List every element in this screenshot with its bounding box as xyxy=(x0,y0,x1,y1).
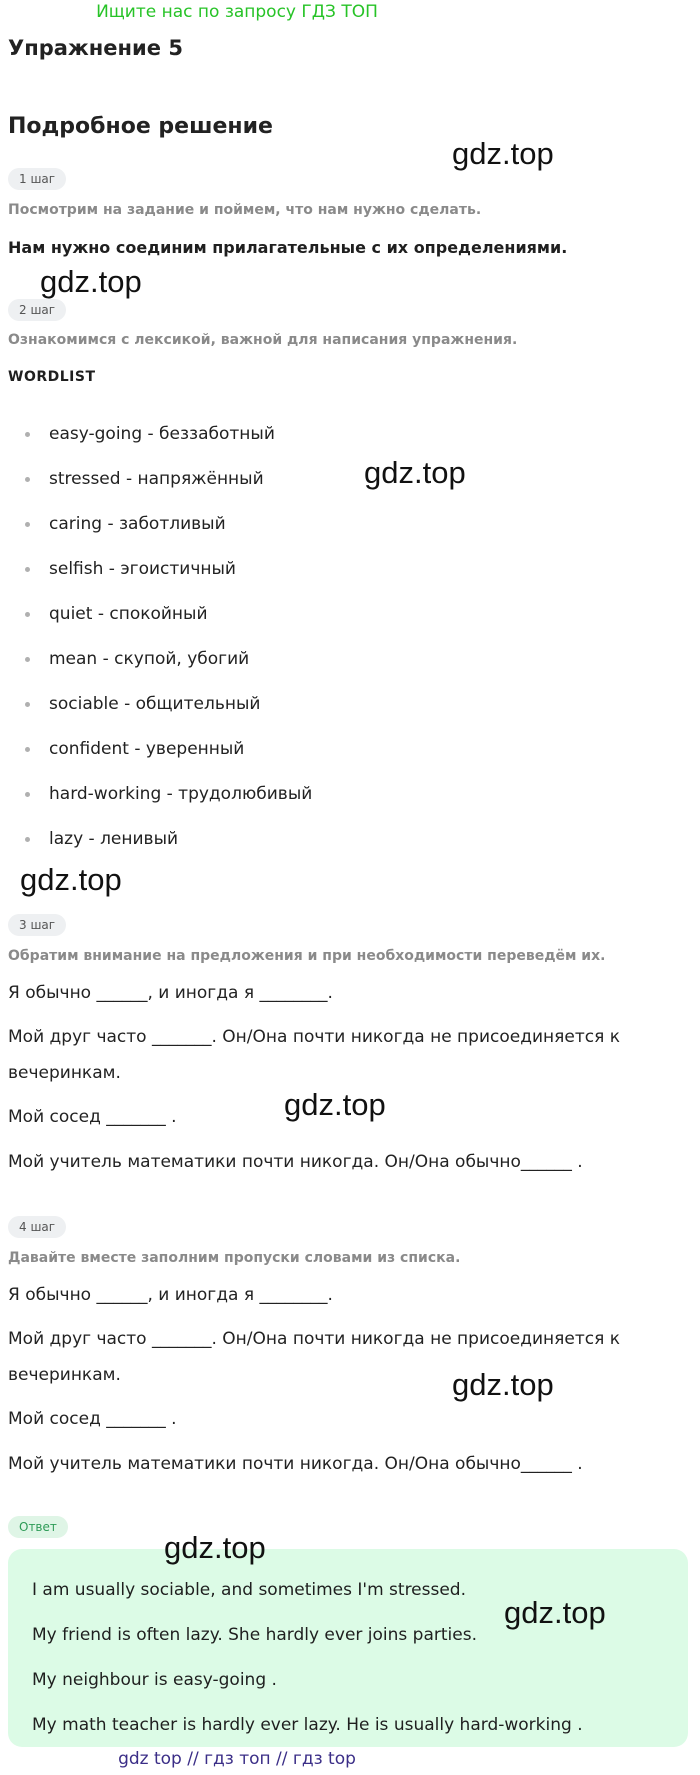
answer-line: My friend is often lazy. She hardly ever joins parties. xyxy=(32,1625,477,1645)
bullet-icon xyxy=(25,792,30,797)
step-4-badge: 4 шаг xyxy=(8,1216,66,1238)
bullet-icon xyxy=(25,747,30,752)
bullet-icon xyxy=(25,612,30,617)
bullet-icon xyxy=(25,432,30,437)
step-1-text: Нам нужно соединим прилагательные с их определениями. xyxy=(8,238,568,257)
exercise-title: Упражнение 5 xyxy=(8,36,183,60)
bullet-icon xyxy=(25,702,30,707)
list-item: selfish - эгоистичный xyxy=(22,554,312,599)
step-4-line: Мой друг часто _______. Он/Она почти никогда не присоединяется к xyxy=(8,1329,620,1349)
list-item: stressed - напряжённый xyxy=(22,464,312,509)
step-3-line: Мой учитель математики почти никогда. Он/Она обычно______ . xyxy=(8,1152,583,1172)
step-2-badge: 2 шаг xyxy=(8,299,66,321)
watermark: gdz.top xyxy=(164,1530,266,1565)
answer-line: My neighbour is easy-going . xyxy=(32,1670,277,1690)
list-item: confident - уверенный xyxy=(22,734,312,779)
list-item: sociable - общительный xyxy=(22,689,312,734)
step-3-hint: Обратим внимание на предложения и при необходимости переведём их. xyxy=(8,948,606,964)
answer-line: I am usually sociable, and sometimes I'm stressed. xyxy=(32,1580,467,1600)
step-3-line: Мой друг часто _______. Он/Она почти никогда не присоединяется к xyxy=(8,1027,620,1047)
watermark: gdz.top xyxy=(364,455,466,490)
bullet-icon xyxy=(25,522,30,527)
watermark: gdz.top xyxy=(452,1367,554,1402)
step-4-line: Мой учитель математики почти никогда. Он/Она обычно______ . xyxy=(8,1454,583,1474)
step-4-line: Я обычно ______, и иногда я ________. xyxy=(8,1285,333,1305)
watermark: gdz.top xyxy=(284,1087,386,1122)
watermark: gdz.top xyxy=(504,1595,606,1630)
step-1-hint: Посмотрим на задание и поймем, что нам нужно сделать. xyxy=(8,202,482,218)
list-item: lazy - ленивый xyxy=(22,824,312,869)
wordlist xyxy=(22,419,312,869)
bullet-icon xyxy=(25,837,30,842)
answer-line: My math teacher is hardly ever lazy. He is usually hard-working . xyxy=(32,1715,583,1735)
list-item: easy-going - беззаботный xyxy=(22,419,312,464)
list-item: hard-working - трудолюбивый xyxy=(22,779,312,824)
step-4-hint: Давайте вместе заполним пропуски словами из списка. xyxy=(8,1250,461,1266)
bullet-icon xyxy=(25,567,30,572)
bullet-icon xyxy=(25,657,30,662)
watermark: gdz.top xyxy=(452,136,554,171)
wordlist-heading: WORDLIST xyxy=(8,369,96,385)
watermark: gdz.top xyxy=(20,862,122,897)
footer-links: gdz top // гдз топ // гдз top xyxy=(118,1749,356,1769)
list-item: caring - заботливый xyxy=(22,509,312,554)
solution-title: Подробное решение xyxy=(8,114,273,139)
step-4-line: Мой сосед _______ . xyxy=(8,1409,177,1429)
step-3-line: Я обычно ______, и иногда я ________. xyxy=(8,983,333,1003)
list-item: mean - скупой, убогий xyxy=(22,644,312,689)
step-3-line: Мой сосед _______ . xyxy=(8,1107,177,1127)
bullet-icon xyxy=(25,477,30,482)
search-banner: Ищите нас по запросу ГДЗ ТОП xyxy=(96,2,378,22)
answer-badge: Ответ xyxy=(8,1516,68,1538)
watermark: gdz.top xyxy=(40,264,142,299)
list-item: quiet - спокойный xyxy=(22,599,312,644)
step-3-badge: 3 шаг xyxy=(8,914,66,936)
step-1-badge: 1 шаг xyxy=(8,168,66,190)
step-2-hint: Ознакомимся с лексикой, важной для написания упражнения. xyxy=(8,332,518,348)
step-3-line: вечеринкам. xyxy=(8,1063,121,1083)
step-4-line: вечеринкам. xyxy=(8,1365,121,1385)
